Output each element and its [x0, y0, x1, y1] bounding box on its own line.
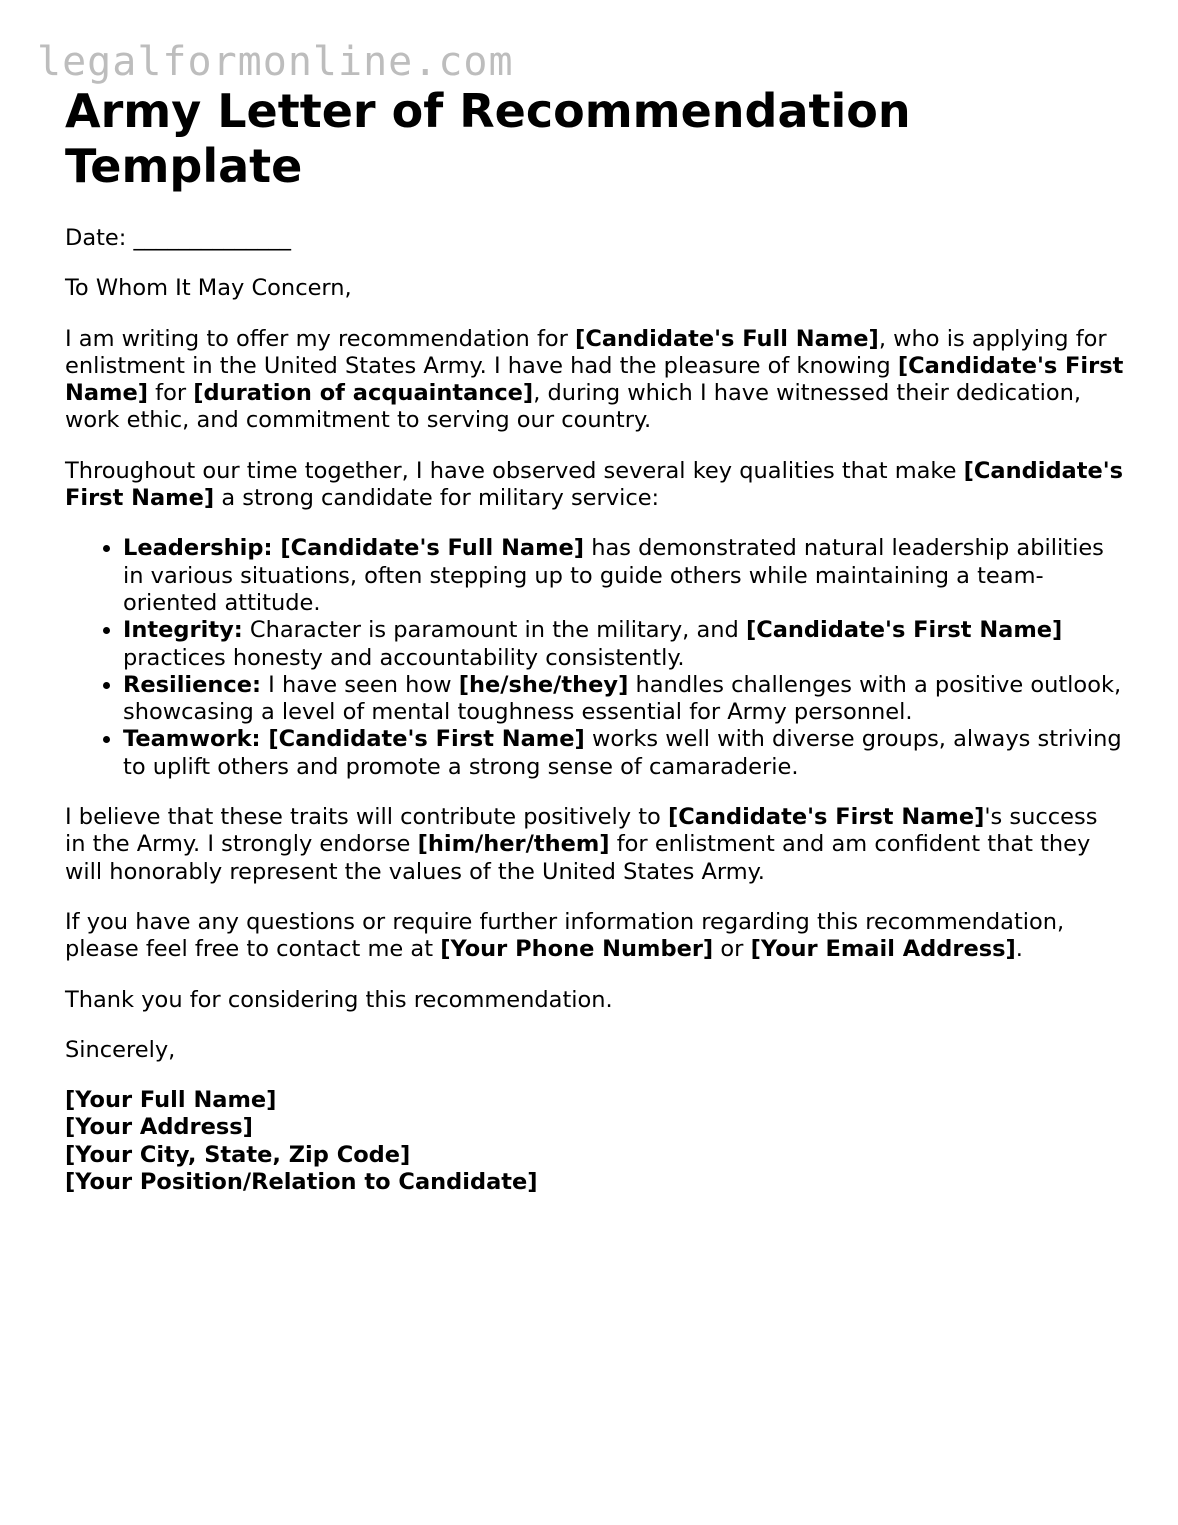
signature-block: [65, 1087, 1125, 1196]
placeholder: [Candidate's First Name]: [745, 617, 1063, 644]
signature-name: [Your Full Name]: [65, 1087, 277, 1114]
thanks-line: Thank you for considering this recommendation.: [65, 986, 613, 1013]
placeholder: [Candidate's First Name]: [260, 726, 585, 753]
qualities-list: [65, 535, 1125, 781]
closing-line: Sincerely,: [65, 1036, 176, 1063]
salutation: To Whom It May Concern,: [65, 275, 352, 302]
signature-city: [Your City, State, Zip Code]: [65, 1141, 411, 1168]
placeholder-pronoun: [him/her/them]: [417, 831, 610, 858]
quality-label: Integrity:: [123, 617, 243, 644]
text: Throughout our time together, I have observed several key qualities that make: [65, 457, 964, 484]
placeholder-candidate-first-name: [Candidate's First Name]: [65, 457, 1124, 512]
text: , who is applying for enlistment in the United States Army. I have had the pleasure of knowing: [65, 325, 1107, 379]
placeholder-email: [Your Email Address]: [750, 936, 1016, 963]
text: works well with diverse groups, always striving to uplift others and promote a strong sense of camaraderie.: [123, 726, 1122, 780]
text: handles challenges with a positive outlook, showcasing a level of mental toughness essential for Army personnel.: [123, 671, 1122, 726]
text: 's success in the Army. I strongly endorse: [65, 804, 1098, 858]
text: has demonstrated natural leadership abilities in various situations, often stepping up to guide others while maintaining a team-oriented attitude.: [123, 535, 1104, 616]
placeholder-phone: [Your Phone Number]: [440, 936, 714, 963]
watermark: legalformonline.com: [37, 39, 514, 85]
placeholder: [he/she/they]: [458, 671, 629, 698]
letter-body: [65, 84, 1125, 1196]
text: I have seen how: [261, 671, 459, 698]
list-item-leadership: [123, 535, 1125, 617]
placeholder-candidate-first-name: [Candidate's First Name]: [667, 804, 985, 831]
placeholder-duration: [duration of acquaintance]: [193, 380, 534, 407]
text: If you have any questions or require further information regarding this recommendation, please feel free to contact me at: [65, 908, 1065, 963]
text: , during which I have witnessed their dedication, work ethic, and commitment to serving our country.: [65, 380, 1082, 434]
text: a strong candidate for military service:: [214, 485, 660, 512]
intro-paragraph: [65, 326, 1125, 435]
list-item-resilience: [123, 672, 1125, 727]
placeholder-candidate-first-name: [Candidate's First Name]: [65, 352, 1124, 407]
text: practices honesty and accountability consistently.: [123, 644, 685, 671]
qualities-intro-paragraph: [65, 458, 1125, 513]
placeholder: [Candidate's Full Name]: [272, 535, 585, 562]
text: or: [713, 936, 751, 963]
quality-label: Teamwork:: [123, 726, 261, 753]
quality-label: Leadership:: [123, 535, 273, 562]
page-title: Army Letter of Recommendation Template: [65, 84, 911, 193]
list-item-teamwork: [123, 726, 1125, 781]
text: I am writing to offer my recommendation for: [65, 325, 576, 352]
endorsement-paragraph: [65, 804, 1125, 886]
text: .: [1015, 936, 1023, 963]
date-line: Date: ______________: [65, 225, 292, 251]
placeholder-candidate-full-name: [Candidate's Full Name]: [575, 325, 879, 352]
signature-position: [Your Position/Relation to Candidate]: [65, 1169, 538, 1196]
list-item-integrity: [123, 617, 1125, 672]
text: for enlistment and am confident that they will honorably represent the values of the United States Army.: [65, 831, 1091, 885]
quality-label: Resilience:: [123, 671, 261, 698]
text: I believe that these traits will contribute positively to: [65, 804, 668, 831]
signature-address: [Your Address]: [65, 1114, 253, 1141]
contact-paragraph: [65, 909, 1125, 964]
text: Character is paramount in the military, and: [242, 617, 746, 644]
text: for: [148, 380, 194, 407]
